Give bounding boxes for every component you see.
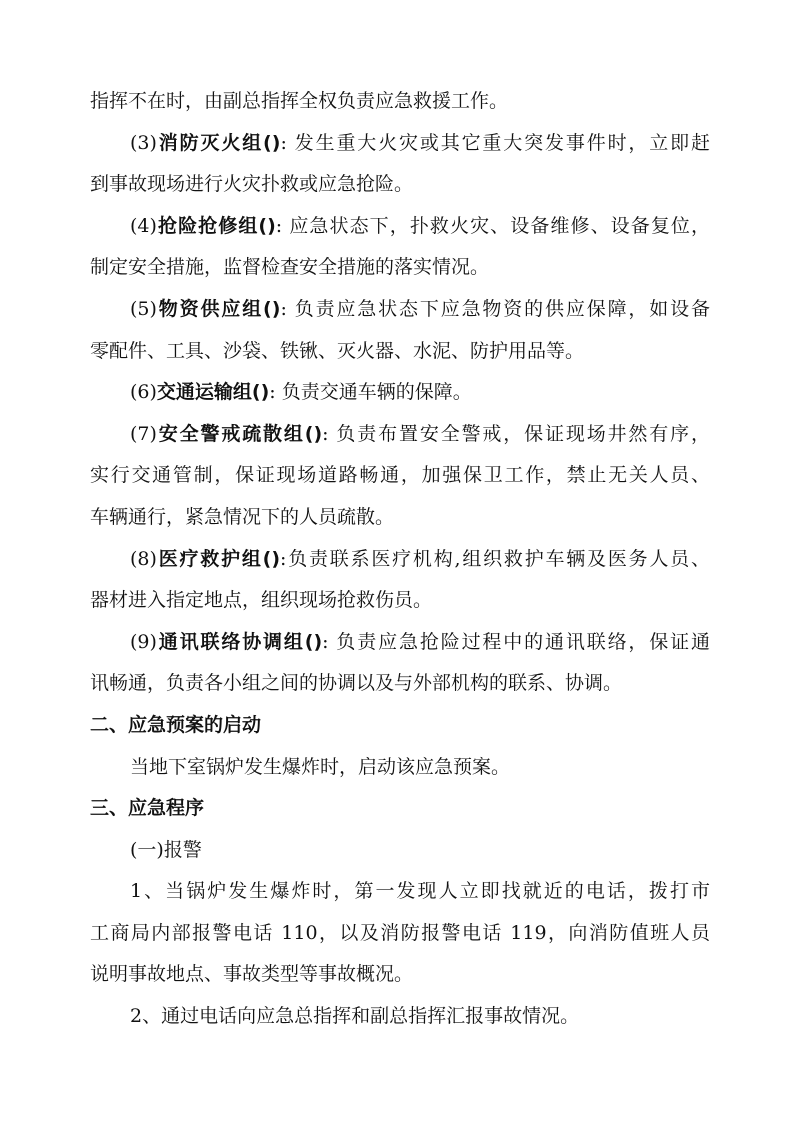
group-title: 医疗救护组() [156, 547, 281, 570]
section-heading [90, 788, 710, 830]
line-text: : 负责布置安全警戒，保证现场井然有序， [322, 422, 710, 445]
line-text: 工商局内部报警电话 110，以及消防报警电话 119，向消防值班人员 [90, 921, 710, 944]
text-line [90, 954, 710, 996]
line-text: (一)报警 [130, 838, 202, 861]
line-text: (9) [130, 630, 157, 653]
line-text: 器材进入指定地点，组织现场抢救伤员。 [90, 589, 433, 612]
text-line [90, 497, 710, 539]
text-line [90, 455, 710, 497]
line-text: :负责联系医疗机构,组织救护车辆及医务人员、 [280, 547, 710, 570]
line-text: 零配件、工具、沙袋、铁锹、灭火器、水泥、防护用品等。 [90, 339, 585, 362]
group-title: 交通运输组() [156, 381, 270, 404]
text-line [90, 164, 710, 206]
text-line [90, 996, 710, 1038]
line-text: 到事故现场进行火灾扑救或应急抢险。 [90, 173, 414, 196]
text-line [90, 663, 710, 705]
line-text: 指挥不在时，由副总指挥全权负责应急救援工作。 [90, 90, 509, 112]
group-title: 安全警戒疏散组() [156, 422, 323, 445]
text-line [90, 206, 710, 248]
line-text: 车辆通行，紧急情况下的人员疏散。 [90, 505, 395, 528]
line-text: : 负责应急抢险过程中的通讯联络，保证通 [322, 630, 710, 653]
text-line [90, 81, 710, 123]
line-text: 三、应急程序 [90, 797, 205, 820]
line-text: 2、通过电话向应急总指挥和副总指挥汇报事故情况。 [130, 1005, 580, 1028]
line-text: : 发生重大火灾或其它重大突发事件时，立即赶 [280, 131, 710, 154]
line-text: 当地下室锅炉发生爆炸时，启动该应急预案。 [130, 755, 511, 778]
line-text: (4) [130, 214, 157, 237]
line-text: : 负责应急状态下应急物资的供应保障，如设备 [280, 297, 710, 320]
text-line [90, 622, 710, 664]
document-page [90, 81, 710, 1038]
line-text: 制定安全措施，监督检查安全措施的落实情况。 [90, 256, 490, 279]
line-text: 实行交通管制，保证现场道路畅通，加强保卫工作，禁止无关人员、 [90, 464, 710, 487]
text-line [90, 414, 710, 456]
text-line [90, 580, 710, 622]
line-text: (5) [130, 297, 157, 320]
line-text: 1、当锅炉发生爆炸时，第一发现人立即找就近的电话，拨打市 [130, 880, 710, 903]
section-heading [90, 705, 710, 747]
line-text: 说明事故地点、事故类型等事故概况。 [90, 963, 414, 986]
text-line [90, 289, 710, 331]
text-line [90, 830, 710, 872]
line-text: (6) [130, 381, 157, 404]
text-line [90, 372, 710, 414]
line-text: : 负责交通车辆的保障。 [269, 381, 472, 404]
group-title: 消防灭火组() [156, 131, 281, 154]
line-text: 讯畅通，负责各小组之间的协调以及与外部机构的联系、协调。 [90, 672, 623, 695]
text-line [90, 747, 710, 789]
line-text: 二、应急预案的启动 [90, 713, 262, 736]
group-title: 物资供应组() [156, 297, 281, 320]
group-title: 抢险抢修组() [156, 214, 276, 237]
text-line [90, 539, 710, 581]
text-line [90, 247, 710, 289]
line-text: (3) [130, 131, 157, 154]
line-text: : 应急状态下，扑救火灾、设备维修、设备复位， [275, 214, 710, 237]
text-line [90, 913, 710, 955]
line-text: (7) [130, 422, 157, 445]
line-text: (8) [130, 547, 157, 570]
text-line [90, 871, 710, 913]
text-line [90, 331, 710, 373]
text-line [90, 123, 710, 165]
group-title: 通讯联络协调组() [156, 630, 323, 653]
